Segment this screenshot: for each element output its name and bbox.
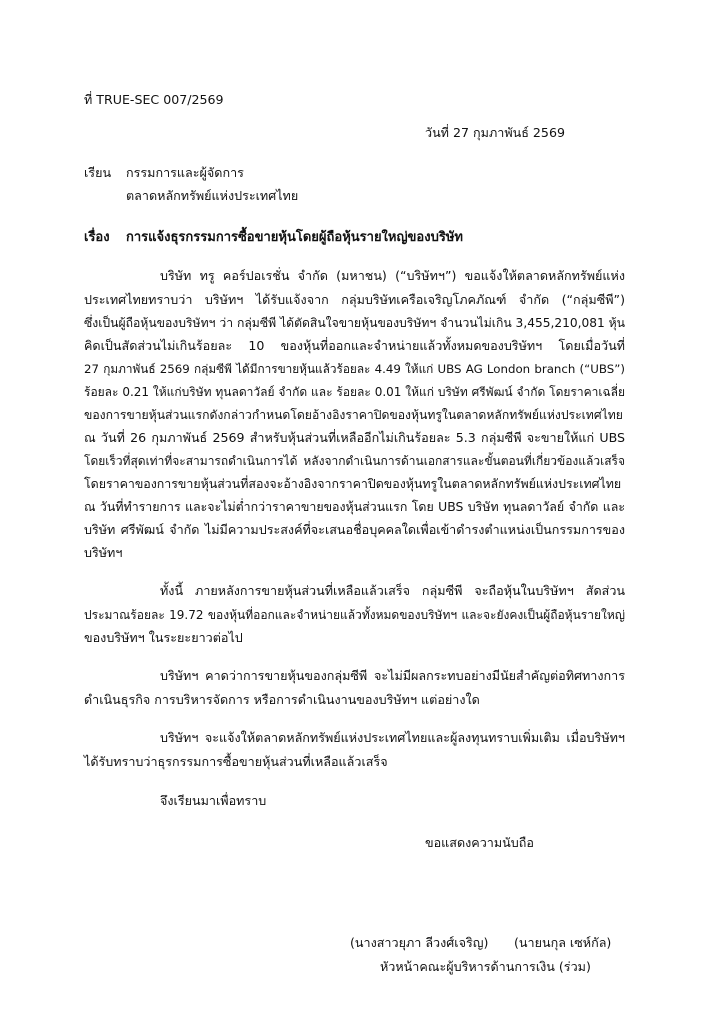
paragraph-line: 27 กุมภาพันธ์ 2569 กลุ่มซีพี ได้มีการขายหุ้นแล้วร้อยละ 4.49 ให้แก่ UBS AG London branch (“UBS”) [84, 362, 625, 376]
signatory-name-2: (นายนกุล เซห์กัล) [514, 935, 612, 950]
paragraph-line: บริษัท ทรู คอร์ปอเรชั่น จำกัด (มหาชน) (“บริษัทฯ”) ขอแจ้งให้ตลาดหลักทรัพย์แห่ง [160, 268, 625, 283]
subject-label: เรื่อง [84, 230, 110, 245]
subject-text: การแจ้งธุรกรรมการซื้อขายหุ้นโดยผู้ถือหุ้นรายใหญ่ของบริษัท [126, 230, 463, 245]
paragraph-line: ประมาณร้อยละ 19.72 ของหุ้นที่ออกและจำหน่ายแล้วทั้งหมดของบริษัทฯ และจะยังคงเป็นผู้ถือหุ้นรายใหญ่ [84, 608, 625, 622]
recipient-line-2: ตลาดหลักทรัพย์แห่งประเทศไทย [126, 188, 299, 203]
paragraph-line: ประเทศไทยทราบว่า บริษัทฯ ได้รับแจ้งจาก กลุ่มบริษัทเครือเจริญโภคภัณฑ์ จำกัด (“กลุ่มซีพี”) [84, 292, 625, 307]
paragraph-line: คิดเป็นสัดส่วนไม่เกินร้อยละ 10 ของหุ้นที่ออกและจำหน่ายแล้วทั้งหมดของบริษัทฯ โดยเมื่อวันที่ [84, 338, 625, 353]
paragraph-line: ณ วันที่ 26 กุมภาพันธ์ 2569 สำหรับหุ้นส่วนที่เหลืออีกไม่เกินร้อยละ 5.3 กลุ่มซีพี จะขายให้แก่ UBS [84, 430, 625, 445]
paragraph-line: ทั้งนี้ ภายหลังการขายหุ้นส่วนที่เหลือแล้วเสร็จ กลุ่มซีพี จะถือหุ้นในบริษัทฯ สัดส่วน [160, 583, 625, 598]
paragraph-line: บริษัท ศรีพัฒน์ จำกัด ไม่มีความประสงค์ที่จะเสนอชื่อบุคคลใดเพื่อเข้าดำรงตำแหน่งเป็นกรรมการของ [84, 522, 625, 537]
signatory-name-1: (นางสาวยุภา ลีวงศ์เจริญ) [350, 935, 489, 950]
paragraph-line: ของบริษัทฯ ในระยะยาวต่อไป [84, 630, 243, 645]
paragraph-line: ได้รับทราบว่าธุรกรรมการซื้อขายหุ้นส่วนที่เหลือแล้วเสร็จ [84, 754, 388, 769]
paragraph-line: ณ วันที่ทำรายการ และจะไม่ต่ำกว่าราคาขายของหุ้นส่วนแรก โดย UBS บริษัท ทุนลดาวัลย์ จำกัด และ [84, 499, 625, 514]
recipient-line-1: กรรมการและผู้จัดการ [126, 165, 244, 180]
document-number: ที่ TRUE-SEC 007/2569 [84, 92, 224, 107]
signatory-title: หัวหน้าคณะผู้บริหารด้านการเงิน (ร่วม) [380, 959, 591, 974]
recipient-label: เรียน [84, 165, 112, 180]
paragraph-line: บริษัทฯ [84, 545, 123, 560]
paragraph-line: โดยราคาของการขายหุ้นส่วนที่สองจะอ้างอิงจากราคาปิดของหุ้นทรูในตลาดหลักทรัพย์แห่งประเทศไทย [84, 476, 622, 491]
closing-text: ขอแสดงความนับถือ [425, 835, 534, 850]
paragraph-line: บริษัทฯ จะแจ้งให้ตลาดหลักทรัพย์แห่งประเทศไทยและผู้ลงทุนทราบเพิ่มเติม เมื่อบริษัทฯ [160, 730, 625, 745]
paragraph-line: โดยเร็วที่สุดเท่าที่จะสามารถดำเนินการได้ หลังจากดำเนินการด้านเอกสารและขั้นตอนที่เกี่ยวข้องแล้วเสร็จ [84, 454, 625, 468]
paragraph-line: ของการขายหุ้นส่วนแรกดังกล่าวกำหนดโดยอ้างอิงราคาปิดของหุ้นทรูในตลาดหลักทรัพย์แห่งประเทศไทย [84, 408, 623, 422]
paragraph-line: จึงเรียนมาเพื่อทราบ [160, 793, 267, 808]
paragraph-line: ซึ่งเป็นผู้ถือหุ้นของบริษัทฯ ว่า กลุ่มซีพี ได้ตัดสินใจขายหุ้นของบริษัทฯ จำนวนไม่เกิน 3,455,210,081 หุ้น [84, 316, 625, 330]
paragraph-line: ร้อยละ 0.21 ให้แก่บริษัท ทุนลดาวัลย์ จำกัด และ ร้อยละ 0.01 ให้แก่ บริษัท ศรีพัฒน์ จำกัด โดยราคาเฉลี่ย [84, 385, 625, 399]
paragraph-line: ดำเนินธุรกิจ การบริหารจัดการ หรือการดำเนินงานของบริษัทฯ แต่อย่างใด [84, 692, 480, 707]
paragraph-line: บริษัทฯ คาดว่าการขายหุ้นของกลุ่มซีพี จะไม่มีผลกระทบอย่างมีนัยสำคัญต่อทิศทางการ [160, 668, 625, 683]
document-date: วันที่ 27 กุมภาพันธ์ 2569 [425, 125, 565, 140]
